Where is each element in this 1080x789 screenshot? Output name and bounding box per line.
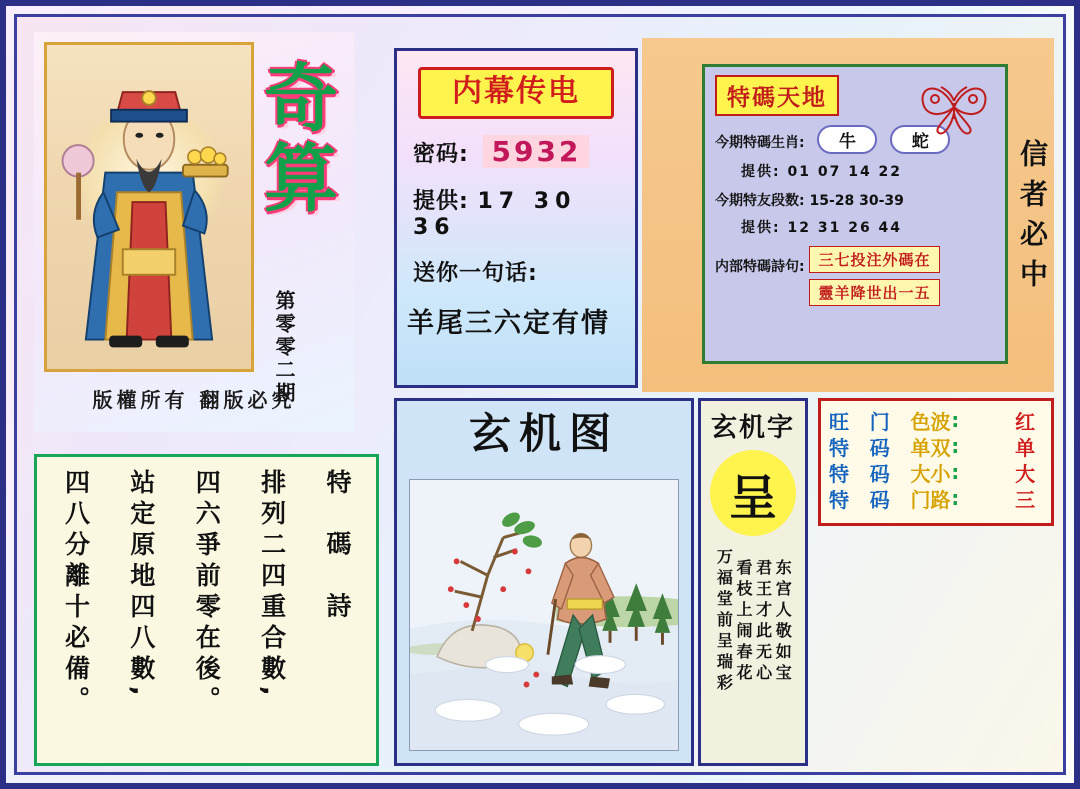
result-sep-4: :: [951, 486, 960, 510]
tema-poem-line-3: 站定原地四八數,: [126, 469, 156, 702]
tema-zodiac-nums: 01 07 14 22: [787, 164, 903, 180]
tema-poem-label: 内部特碼詩句:: [715, 259, 805, 275]
neimu-tigong-numbers: 17 30 36: [413, 189, 577, 240]
result-col-a-1: 旺: [829, 409, 849, 434]
xuanjitu-illustration: [409, 479, 679, 751]
result-col-b-1: 门: [869, 409, 890, 434]
result-col-b-4: 码: [869, 487, 890, 512]
god-image-card: [34, 32, 354, 432]
xuanjizi-character: 呈: [710, 450, 796, 536]
god-illustration: [44, 42, 254, 372]
neimu-tigong-label: 提供:: [413, 189, 469, 214]
result-col-a-4: 特: [829, 487, 849, 512]
xuanjizi-poem-col-2: 君王才此无心: [753, 558, 773, 685]
result-sep-2: :: [951, 434, 960, 458]
table-row: [829, 485, 1043, 511]
tema-poem-line-2: 靈羊降世出一五: [809, 279, 939, 306]
table-row: [829, 407, 1043, 433]
tema-range-nums: 12 31 26 44: [787, 220, 903, 236]
winter-scene-icon: [410, 480, 678, 750]
xuanjitu-panel: [394, 398, 694, 766]
tema-poem-row: [715, 246, 995, 306]
result-value-2: 单: [1015, 435, 1036, 460]
tema-poem-title: 特 碼 詩: [323, 469, 352, 632]
neimu-poem-line: 羊尾三六定有情: [407, 308, 610, 339]
neimu-mima-label: 密码:: [413, 142, 469, 167]
neimu-song-label: 送你一句话:: [413, 261, 538, 286]
neimu-chuandian-panel: [394, 48, 638, 388]
butterfly-icon: [911, 73, 997, 137]
tema-zodiac-label: 今期特碼生肖:: [715, 135, 805, 151]
xuanjizi-poem-col-3: 看枝上闹春花: [734, 558, 753, 685]
neimu-tigong-row: [407, 184, 625, 240]
table-row: [829, 433, 1043, 459]
result-value-4: 三: [1015, 487, 1036, 512]
tema-title-badge: 特碼天地: [715, 75, 839, 116]
result-sep-3: :: [951, 460, 960, 484]
xuanjizi-poem: [701, 548, 805, 695]
neimu-mima-value: 5932: [483, 135, 589, 168]
tema-poem-line-1: 排列二四重合數,: [257, 469, 287, 702]
tema-range-row: [715, 190, 995, 210]
result-col-b-2: 码: [869, 435, 890, 460]
neimu-title-badge: 内幕传电: [418, 67, 614, 119]
page-title: 奇算: [264, 56, 340, 222]
copyright-notice: 版權所有 翻版必究: [92, 388, 296, 412]
xuanjizi-panel: [698, 398, 808, 766]
tema-zodiac-2: 蛇: [890, 125, 950, 154]
tema-range-nums-row: [715, 217, 995, 237]
caishen-figure-icon: [47, 45, 251, 369]
tema-poem-line-2: 四六爭前零在後。: [192, 469, 222, 717]
tema-zodiac-nums-label: 提供:: [741, 164, 781, 180]
result-col-b-3: 码: [869, 461, 890, 486]
results-table: [818, 398, 1054, 526]
xuanjizi-poem-col-4: 万福堂前呈瑞彩: [714, 548, 734, 695]
tema-zodiac-1: 牛: [817, 125, 877, 154]
result-col-c-4: 门路: [910, 487, 951, 512]
result-col-a-2: 特: [829, 435, 849, 460]
issue-number: 第零零二期: [272, 290, 296, 405]
result-sep-1: :: [951, 408, 960, 432]
tema-poem-box: [34, 454, 379, 766]
tema-poem-line-4: 四八分離十必備。: [61, 469, 91, 717]
tema-tiandi-panel: [702, 64, 1008, 364]
tema-poem-line-1: 三七投注外碼在: [809, 246, 939, 273]
vertical-text-xinzhe: 信者必中: [1016, 139, 1049, 299]
tema-zodiac-nums-row: [715, 161, 995, 181]
result-value-1: 红: [1015, 409, 1036, 434]
xuanjitu-title: 玄机图: [397, 401, 691, 467]
xuanjizi-poem-col-1: 东宫人敬如宝: [773, 558, 793, 685]
result-value-3: 大: [1015, 461, 1036, 486]
result-col-c-2: 单双: [910, 435, 951, 460]
xuanjizi-title: 玄机字: [710, 413, 795, 443]
tema-range-label: 今期特友段数:: [715, 193, 805, 209]
table-row: [829, 459, 1043, 485]
neimu-mima-row: [407, 135, 625, 168]
tema-range-nums-label: 提供:: [741, 220, 781, 236]
result-col-c-3: 大小: [910, 461, 951, 486]
tema-range-value: 15-28 30-39: [809, 193, 904, 209]
result-col-a-3: 特: [829, 461, 849, 486]
result-col-c-1: 色波: [910, 409, 951, 434]
